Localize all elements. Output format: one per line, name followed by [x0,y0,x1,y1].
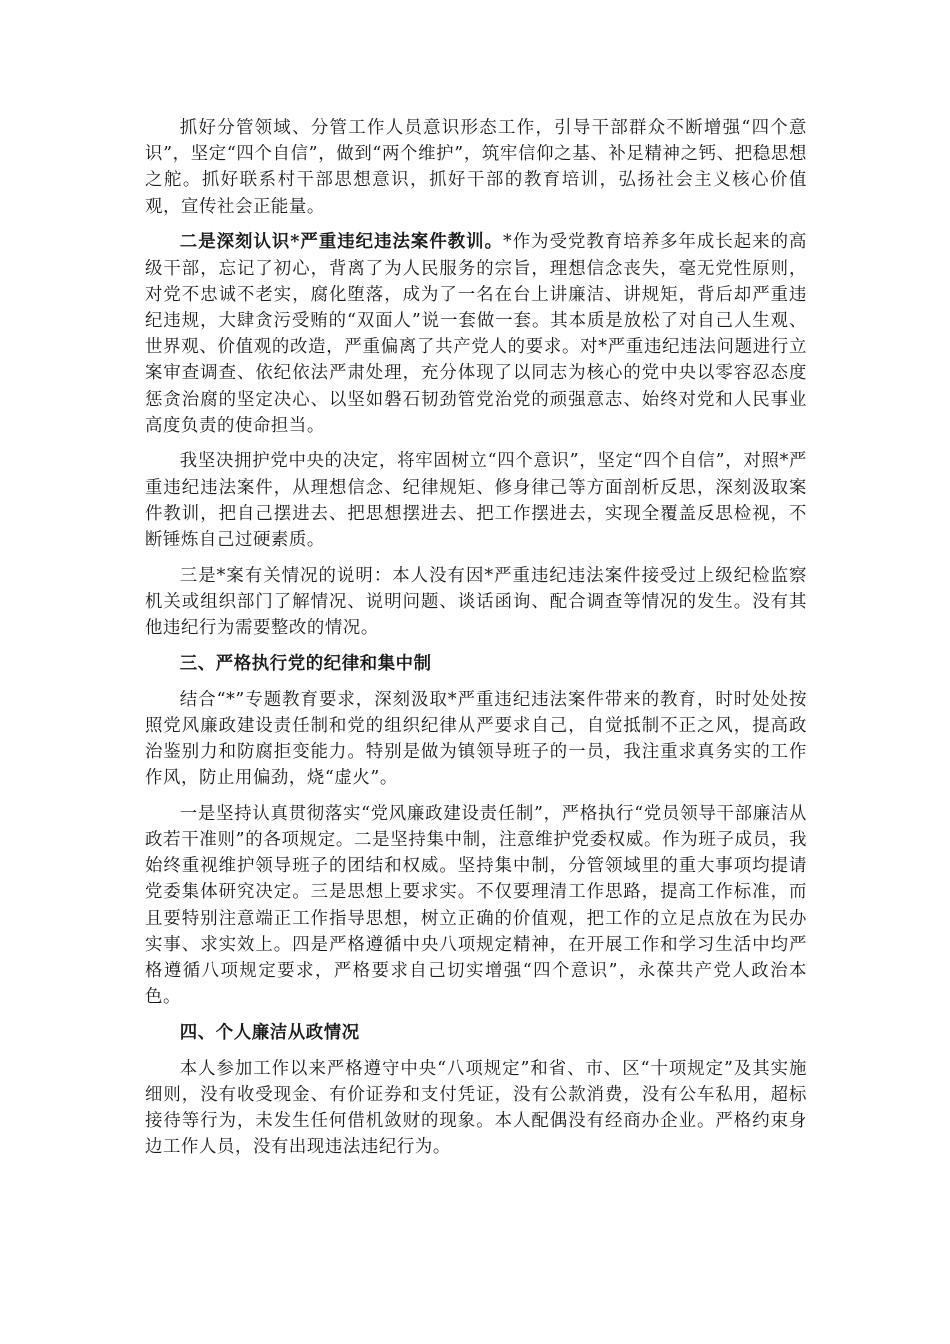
paragraph-case-lessons [145,229,807,439]
paragraph-lead: 二是深刻认识*严重违纪违法案件教训。 [179,232,504,253]
paragraph-personal-integrity [145,1056,807,1161]
heading-text: 三、严格执行党的纪律和集中制 [179,653,432,674]
paragraph-case-explanation [145,563,807,642]
paragraph-education-requirements [145,687,807,792]
section-heading-discipline [145,651,807,677]
document-body [145,115,807,1170]
paragraph-text: 一是坚持认真贯彻落实“党风廉政建设责任制”，严格执行“党员领导干部廉洁从政若干准则”的各项规定。二是坚持集中制，注意维护党委权威。作为班子成员，我始终重视维护领导班子的团结和权威。坚持集中制，分管领域里的重大事项均提请党委集体研究决定。三是思想上要求实。不仅要理清工作思路，提高工作标准，而且要特别注意端正工作指导思想，树立正确的价值观，把工作的立足点放在为民办实事、求实效上。四是严格遵循中央八项规定精神，在开展工作和学习生活中均严格遵循八项规定要求，严格要求自己切实增强“四个意识”，永葆共产党人政治本色。 [145,803,807,1008]
paragraph-text: *作为受党教育培养多年成长起来的高级干部，忘记了初心，背离了为人民服务的宗旨，理想信念丧失，毫无党性原则，对党不忠诚不老实，腐化堕落，成为了一名在台上讲廉洁、讲规矩，背后却严重违纪违规，大肆贪污受贿的“双面人”说一套做一套。其本质是放松了对自己人生观、世界观、价值观的改造，严重偏离了共产党人的要求。对*严重违纪违法问题进行立案审查调查、依纪依法严肃处理，充分体现了以同志为核心的党中央以零容忍态度惩贪治腐的坚定决心、以坚如磐石韧劲管党治党的顽强意志、始终对党和人民事业高度负责的使命担当。 [145,232,807,436]
paragraph-text: 我坚决拥护党中央的决定，将牢固树立“四个意识”，坚定“四个自信”，对照*严重违纪违法案件，从理想信念、纪律规矩、修身律己等方面剖析反思，深刻汲取案件教训，把自己摆进去、把思想摆进去、把工作摆进去，实现全覆盖反思检视，不断锤炼自己过硬素质。 [145,451,807,551]
heading-text: 四、个人廉洁从政情况 [179,1023,360,1043]
paragraph-text: 本人参加工作以来严格遵守中央“八项规定”和省、市、区“十项规定”及其实施细则，没有收受现金、有价证券和支付凭证，没有公款消费，没有公车私用，超标接待等行为，未发生任何借机敛财的现象。本人配偶没有经商办企业。严格约束身边工作人员，没有出现违法违纪行为。 [145,1058,807,1158]
paragraph-text: 结合“*”专题教育要求，深刻汲取*严重违纪违法案件带来的教育，时时处处按照党风廉政建设责任制和党的组织纪律从严要求自己，自觉抵制不正之风，提高政治鉴别力和防腐拒变能力。特别是做为镇领导班子的一员，我注重求真务实的工作作风，防止用偏劲，烧“虚火”。 [145,689,807,789]
section-heading-integrity [145,1020,807,1046]
paragraph-text: 三是*案有关情况的说明：本人没有因*严重违纪违法案件接受过上级纪检监察机关或组织部门了解情况、说明问题、谈话函询、配合调查等情况的发生。没有其他违纪行为需要整改的情况。 [145,565,807,639]
paragraph-responsibility-system [145,801,807,1011]
paragraph-ideology-work [145,115,807,220]
paragraph-support-decision [145,448,807,553]
paragraph-text: 抓好分管领域、分管工作人员意识形态工作，引导干部群众不断增强“四个意识”，坚定“四个自信”，做到“两个维护”，筑牢信仰之基、补足精神之钙、把稳思想之舵。抓好联系村干部思想意识，抓好干部的教育培训，弘扬社会主义核心价值观，宣传社会正能量。 [145,118,807,217]
